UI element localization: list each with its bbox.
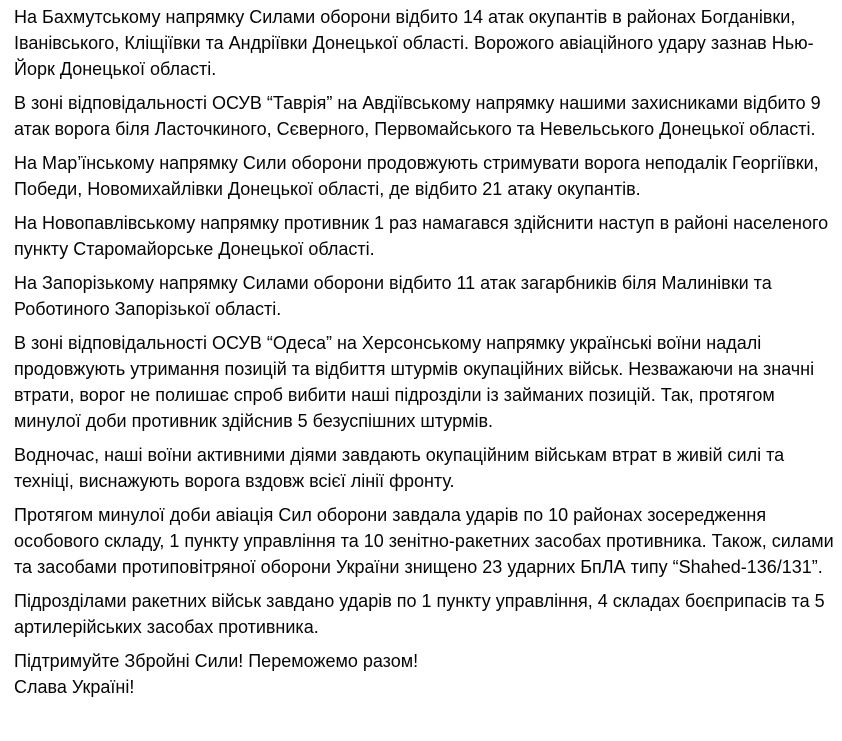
paragraph-bakhmut: На Бахмутському напрямку Силами оборони відбито 14 атак окупантів в районах Богданівки, Іванівського, Кліщіївки та Андріївки Донецької області. Ворожого авіаційного удару зазнав Нью-Йорк Донецької області. bbox=[14, 7, 814, 79]
paragraph-marinka: На Мар’їнському напрямку Сили оборони продовжують стримувати ворога неподалік Георгіївки, Победи, Новомихайлівки Донецької області, де відбито 21 атаку окупантів. bbox=[14, 153, 819, 199]
paragraph-kherson: В зоні відповідальності ОСУВ “Одеса” на Херсонському напрямку українські воїни надалі продовжують утримання позицій та відбиття штурмів окупаційних військ. Незважаючи на значні втрати, ворог не полишає спроб вибити наші підрозділи із займаних позицій. Так, протягом минулої доби противник здійснив 5 безуспішних штурмів. bbox=[14, 333, 815, 431]
closing-paragraph bbox=[14, 648, 834, 700]
closing-line-support: Підтримуйте Збройні Сили! Переможемо разом! bbox=[14, 651, 419, 671]
paragraph-avdiivka: В зоні відповідальності ОСУВ “Таврія” на Авдіївському напрямку нашими захисниками відбито 9 атак ворога біля Ласточкиного, Сєверного, Первомайського та Невельського Донецької області. bbox=[14, 93, 821, 139]
paragraph-aviation: Протягом минулої доби авіація Сил оборони завдала ударів по 10 районах зосередження особового складу, 1 пункту управління та 10 зенітно-ракетних засобах противника. Також, силами та засобами протиповітряної оборони України знищено 23 ударних БпЛА типу “Shahed-136/131”. bbox=[14, 505, 834, 577]
paragraph-zaporizhzhia: На Запорізькому напрямку Силами оборони відбито 11 атак загарбників біля Малинівки та Роботиного Запорізької області. bbox=[14, 273, 772, 319]
paragraph-missile-troops: Підрозділами ракетних військ завдано ударів по 1 пункту управління, 4 складах боєприпасів та 5 артилерійських засобах противника. bbox=[14, 591, 825, 637]
closing-line-glory: Слава Україні! bbox=[14, 677, 135, 697]
paragraph-novopavlivka: На Новопавлівському напрямку противник 1 раз намагався здійснити наступ в районі населеного пункту Старомайорське Донецької області. bbox=[14, 213, 829, 259]
paragraph-losses: Водночас, наші воїни активними діями завдають окупаційним військам втрат в живій силі та техніці, виснажують ворога вздовж всієї лінії фронту. bbox=[14, 445, 785, 491]
post-body bbox=[14, 4, 834, 700]
